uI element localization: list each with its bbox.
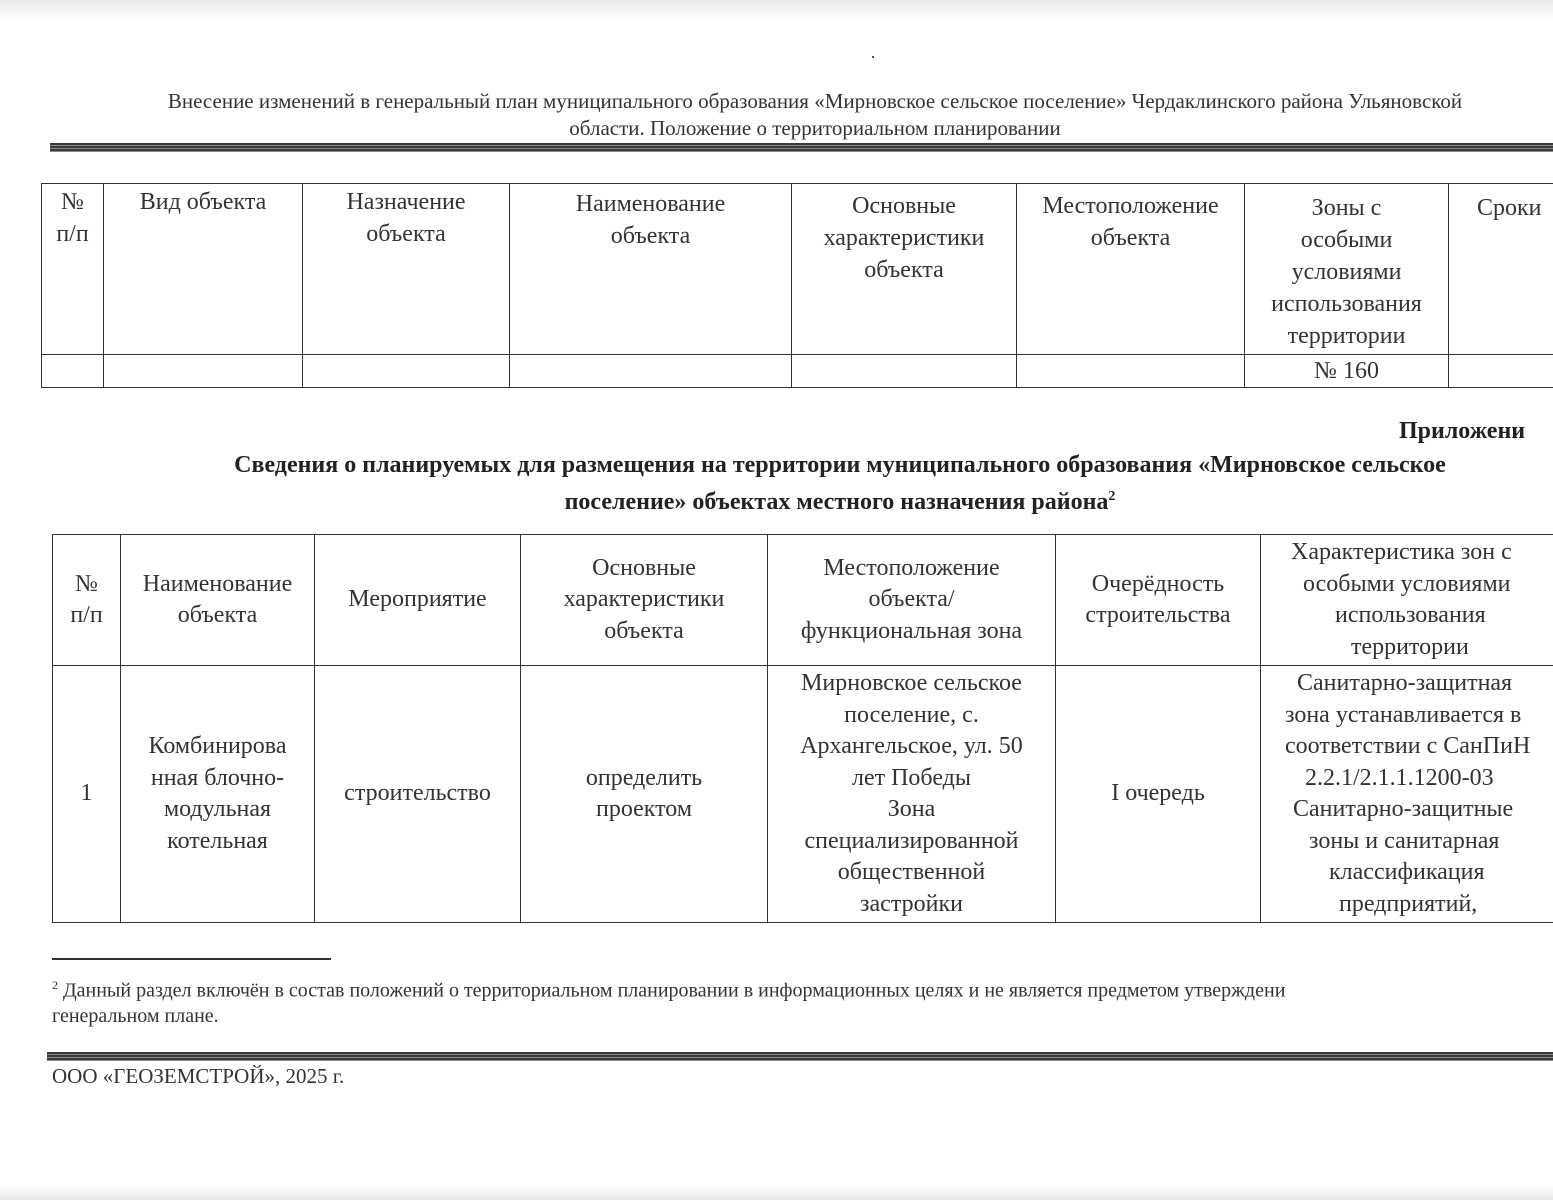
header-cell-name: Наименование объекта [510,184,792,355]
zone-number-cell: № 160 [1245,355,1449,388]
footnote-separator [52,958,331,960]
footnote-text: Данный раздел включён в состав положений о территориальном планировании в информационных целях и не является предметом утверждени [63,979,1286,1002]
table-row [42,355,1553,388]
row-location-cell: Мирновское сельское поселение, с. Архангельское, ул. 50 лет Победы Зона специализированной общественной застройки [768,666,1056,923]
header-cell-location-zone: Местоположение объекта/ функциональная зона [768,535,1056,666]
header-cell-construction-order: Очерёдность строительства [1056,535,1261,666]
header-cell-characteristics: Основные характеристики объекта [792,184,1017,355]
header-cell-purpose: Назначение объекта [303,184,510,355]
section-title-line-2: поселение» объектах местного назначения района$^2$ [564,489,1116,515]
header-cell-zones: Зоны с особыми условиями использования территории [1245,184,1449,355]
footer-company: ООО «ГЕОЗЕМСТРОЙ», 2025 г. [52,1064,345,1088]
objects-table [41,183,1553,388]
table-header-row [42,184,1553,355]
page-header [60,88,1553,142]
row-activity-cell: строительство [315,666,521,923]
appendix-label: Приложени [1399,418,1526,444]
header-line-2: области. Положение о территориальном планировании [569,116,1061,140]
table-header-row [53,535,1553,666]
footnote-number: 2 [52,978,58,992]
header-cell-name: Наименование объекта [121,535,315,666]
header-rule [50,143,1553,152]
header-cell-zone-characteristics: Характеристика зон с особыми условиями использования территории [1261,535,1553,666]
scan-bottom-shadow [0,1186,1553,1200]
row-number-cell: 1 [53,666,121,923]
row-characteristics-cell: определить проектом [521,666,768,923]
footnote-reference: 2 [1108,489,1116,504]
header-line-1: Внесение изменений в генеральный план муниципального образования «Мирновское сельское поселение» Чердаклинского района Ульяновской [167,89,1463,113]
row-order-cell: I очередь [1056,666,1261,923]
footnote [52,973,1553,1029]
header-cell-characteristics: Основные характеристики объекта [521,535,768,666]
scan-speck [872,56,874,58]
header-cell-terms: Сроки [1449,184,1553,355]
header-cell-number: № п/п [53,535,121,666]
row-name-cell: Комбинирова нная блочно- модульная котельная [121,666,315,923]
header-cell-location: Местоположение объекта [1017,184,1245,355]
scan-top-shadow [0,0,1553,20]
header-cell-number: № п/п [42,184,104,355]
local-objects-table [52,534,1553,923]
header-cell-object-type: Вид объекта [104,184,303,355]
row-zone-cell: Санитарно-защитная зона устанавливается в соответствии с СанПиН 2.2.1/2.1.1.1200-03 Санитарно-защитные зоны и санитарная классификация предприятий, [1261,666,1553,923]
footer-rule [47,1052,1553,1061]
section-title-line-1: Сведения о планируемых для размещения на территории муниципального образования «Мирновское сельское [234,452,1446,478]
section-title [60,450,1553,518]
header-cell-activity: Мероприятие [315,535,521,666]
table-row [53,666,1553,923]
footnote-text-continued: генеральном плане. [52,1004,219,1027]
